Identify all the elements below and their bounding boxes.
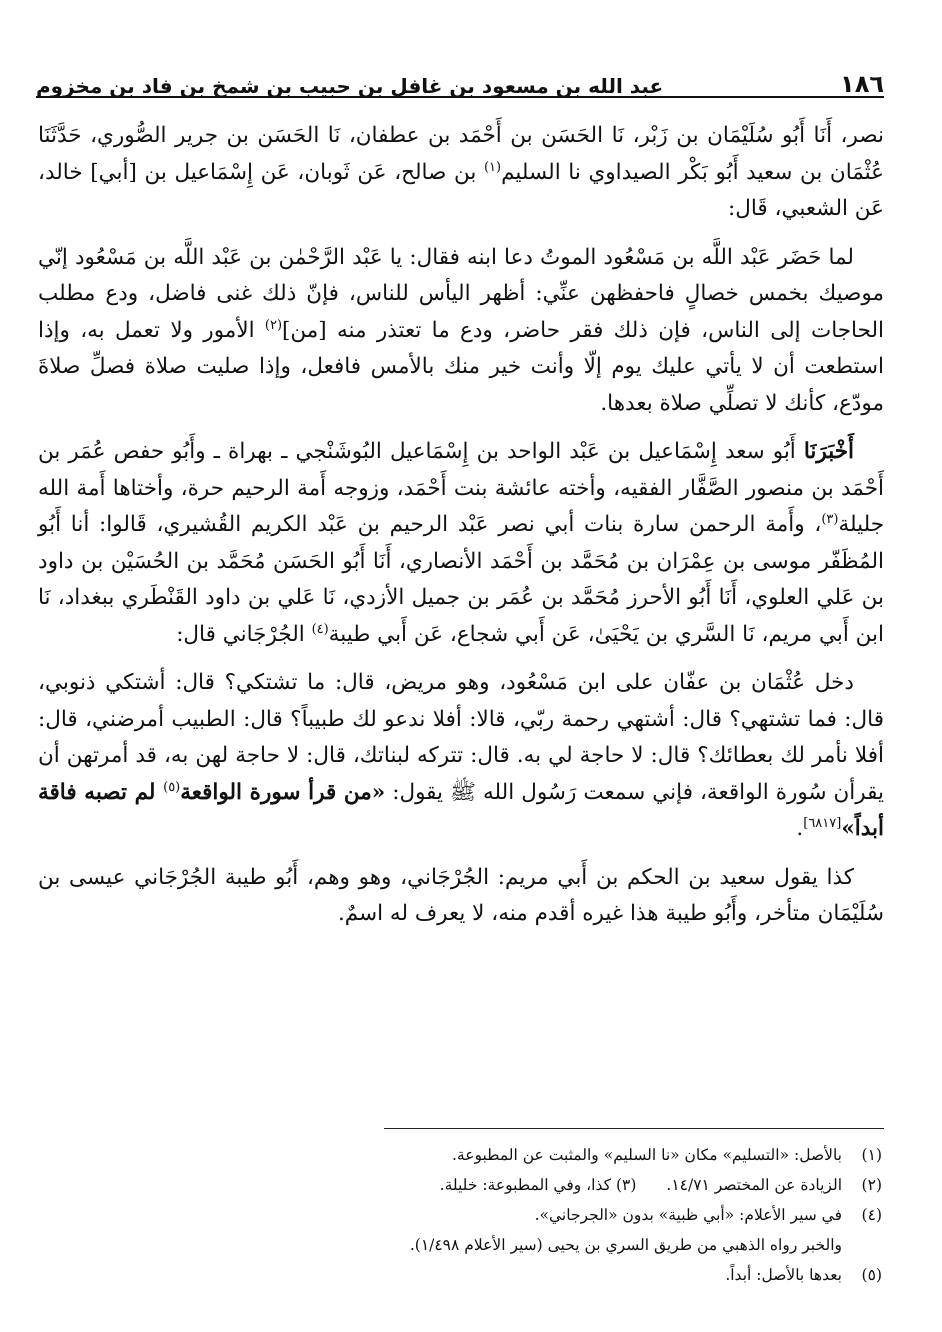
- footnote-marker: (٤): [311, 621, 329, 637]
- footnote-1: [38, 1140, 882, 1170]
- footnote-marker: (٣): [821, 511, 839, 527]
- paragraph-5: [38, 860, 884, 933]
- footnote-text: بعدها بالأصل: أبداً.: [725, 1266, 842, 1284]
- lead-word: أَخْبَرَنَا: [803, 439, 854, 464]
- paragraph-3: [38, 434, 884, 653]
- page-number: ١٨٦: [840, 70, 884, 98]
- hadith-quote: «من قرأ سورة الواقعة: [180, 779, 386, 805]
- running-title: عبد الله بن مسعود بن غافل بن حبيب بن شمخ بن فاد بن مخزوم: [36, 74, 664, 98]
- footnote-number-3: (٣): [615, 1176, 637, 1194]
- paragraph-4: [38, 665, 884, 848]
- main-text: [38, 118, 884, 945]
- paragraph-text: نصر، أَنَا أَبُو سُلَيْمَان بن زَبْر، نَا الحَسَن بن أَحْمَد بن عطفان، نَا الحَسَن بن جرير الصُّوري، حَدَّثَنَا عُثْمَان بن سعيد أَبُو بَكْر الصيداوي نا السليم: [38, 123, 884, 185]
- paragraph-1: [38, 118, 884, 228]
- paragraph-2: [38, 240, 884, 423]
- footnote-text-3: كذا، وفي المطبوعة: خليلة.: [439, 1176, 611, 1194]
- footnote-number: (١): [861, 1146, 882, 1164]
- hadith-reference-number: [٦٨١٧]: [803, 815, 842, 831]
- footnote-rule: [384, 1128, 884, 1129]
- footnote-text: في سير الأعلام: «أبي ظبية» بدون «الجرجاني».: [534, 1206, 842, 1224]
- paragraph-text: أَبُو سعد إِسْمَاعيل بن عَبْد الواحد بن إِسْمَاعيل البُوشَنْجي ـ بهراة ـ وأَبُو حفص عُمَر بن أَحْمَد بن منصور الصَّفَّار الفقيه، وأخته عائشة بنت أَحْمَد، وزوجه أَمة الرحيم حرة، وأختاها أَمة الله جليلة: [38, 439, 884, 537]
- paragraph-text: الأمور ولا تعمل به، وإذا استطعت أن لا يأتي عليك يوم إلّا وأنت خير منك بالأمس فافعل، وإذا صليت صلاة فصلِّ صلاةَ مودّع، كأنك لا تصلِّي صلاة بعدها.: [38, 317, 884, 416]
- paragraph-text: ، وأَمة الرحمن سارة بنات أبي نصر عَبْد الرحيم بن عَبْد الكريم القُشيري، قَالوا: أنا أَبُو المُظَفّر موسى بن عِمْرَان بن مُحَمَّد بن أَحْمَد الأنصاري، أَنَا أَبُو الحَسَن مُحَمَّد بن الحُسَيْن بن داود بن عَلي العلوي، أَنَا أَبُو الأحرز مُحَمَّد بن عُمَر بن جميل الأزدي، نَا عَلي بن داود القَنْطَري ببغداد، نَا ابن أَبي مريم، نَا السَّري بن يَحْيَىٰ، عَن أَبي شجاع، عَن أَبي طيبة: [38, 512, 884, 647]
- footnote-4-continuation: والخبر رواه الذهبي من طريق السري بن يحيى (سير الأعلام ١/٤٩٨).: [409, 1236, 842, 1254]
- footnote-marker: (٢): [264, 317, 283, 333]
- footnote-4: [38, 1200, 882, 1230]
- footnote-2: [38, 1170, 882, 1200]
- footnote-number: (٥): [861, 1266, 882, 1284]
- footnote-marker: (١): [483, 159, 502, 175]
- paragraph-text: كذا يقول سعيد بن الحكم بن أَبي مريم: الجُرْجَاني، وهو وهم، أَبُو طيبة الجُرْجَاني عيسى بن سُلَيْمَان متأخر، وأَبُو طيبة هذا غيره أقدم منه، لا يعرف له اسمٌ.: [38, 864, 884, 926]
- footnote-number: (٢): [861, 1176, 882, 1194]
- paragraph-text: لما حَضَر عَبْد اللَّه بن مَسْعُود الموتُ دعا ابنه فقال: يا عَبْد الرَّحْمٰن بن عَبْد اللَّه بن مَسْعُود إنّي موصيك بخمس خصالٍ فاحفظهن عنِّي: أظهر اليأس للناس، فإنّ ذلك غنى فاضل، ودع مطلب الحاجات إلى الناس، فإن ذلك فقر حاضر، ودع ما تعتذر منه [من]: [38, 244, 884, 343]
- footnotes: [38, 1140, 882, 1290]
- footnote-number: (٤): [861, 1206, 882, 1224]
- footnote-text: [38, 1170, 842, 1200]
- footnote-text-2: الزيادة عن المختصر ١٤/٧١.: [666, 1176, 842, 1194]
- paragraph-text: الجُرْجَاني قال:: [176, 621, 312, 647]
- page-header: [36, 58, 884, 98]
- header-rule: [36, 96, 884, 98]
- paragraph-text: .: [796, 816, 804, 841]
- paragraph-text: بن صالح، عَن ثَوبان، عَن إِسْمَاعيل بن [أبي] خالد، عَن الشعبي، قَال:: [38, 159, 884, 221]
- footnote-marker: (٥): [163, 779, 181, 795]
- paragraph-text: دخل عُثْمَان بن عفّان على ابن مَسْعُود، وهو مريض، قال: ما تشتكي؟ قال: أشتكي ذنوبي، قال: فما تشتهي؟ قال: أشتهي رحمة ربّي، قالا: أفلا ندعو لك طبيباً؟ قال: الطبيب أمرضني، قال: أفلا نأمر لك بعطائك؟ قال: لا حاجة لي به. قال: تتركه لبناتك، قال: لا حاجة لهن به، قد أمرتهن أن يقرأن سُورة الواقعة، فإني سمعت رَسُول الله ﷺ يقول:: [38, 670, 884, 805]
- hadith-quote-end: لم تصبه فاقة أبداً»: [38, 779, 884, 841]
- footnote-5: [38, 1260, 882, 1290]
- footnote-text: بالأصل: «التسليم» مكان «نا السليم» والمثبت عن المطبوعة.: [451, 1146, 842, 1164]
